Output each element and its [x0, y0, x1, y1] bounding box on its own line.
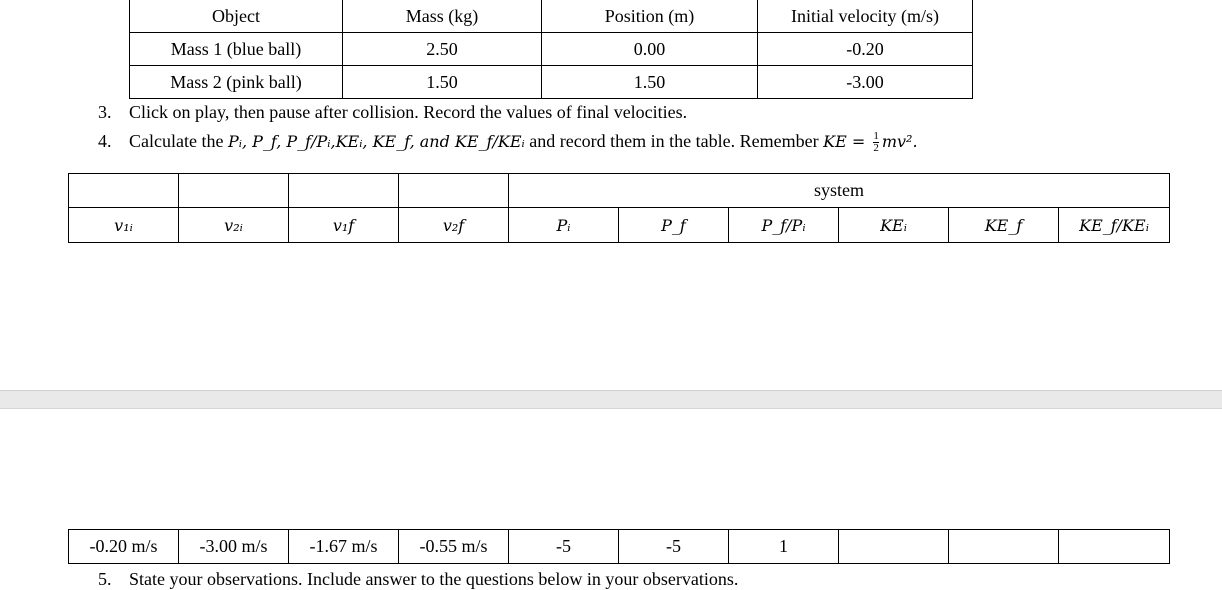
header-object: Object — [130, 0, 343, 33]
empty-header-cell — [399, 174, 509, 208]
cell-mass: 2.50 — [343, 33, 542, 66]
instruction-step-4 — [98, 131, 918, 154]
results-values-table — [68, 529, 1170, 564]
cell-object: Mass 1 (blue ball) — [130, 33, 343, 66]
table-header-row — [69, 208, 1170, 243]
empty-header-cell — [289, 174, 399, 208]
results-header-table — [68, 173, 1170, 243]
cell-v2i: -3.00 m/s — [179, 530, 289, 564]
cell-pf-over-pi: 1 — [729, 530, 839, 564]
step-number: 3. — [98, 102, 112, 122]
header-v2f: v₂f — [399, 208, 509, 243]
header-mass: Mass (kg) — [343, 0, 542, 33]
cell-object: Mass 2 (pink ball) — [130, 66, 343, 99]
cell-v1f: -1.67 m/s — [289, 530, 399, 564]
empty-header-cell — [69, 174, 179, 208]
step-text-mid: and record them in the table. Remember — [524, 131, 824, 151]
system-group-header: system — [509, 174, 1170, 208]
table-header-row — [130, 0, 973, 33]
step-text: State your observations. Include answer to the questions below in your observations. — [129, 569, 739, 589]
cell-velocity: -3.00 — [758, 66, 973, 99]
page-break-gap — [0, 390, 1222, 409]
cell-v2f: -0.55 m/s — [399, 530, 509, 564]
fraction-numerator: 1 — [873, 130, 879, 143]
ke-label: KE = — [823, 132, 871, 151]
step-text-prefix: Calculate the — [129, 131, 228, 151]
header-kef-over-kei: KE_f/KEᵢ — [1059, 208, 1170, 243]
table-row — [69, 530, 1170, 564]
table-row — [130, 33, 973, 66]
instruction-step-3 — [98, 102, 687, 123]
quantities-formula: Pᵢ, P_f, P_f/Pᵢ,KEᵢ, KE_f, and KE_f/KEᵢ — [227, 132, 525, 151]
header-kef: KE_f — [949, 208, 1059, 243]
cell-kef-over-kei — [1059, 530, 1170, 564]
cell-position: 0.00 — [542, 33, 758, 66]
cell-velocity: -0.20 — [758, 33, 973, 66]
one-half-fraction — [873, 131, 879, 154]
header-v1f: v₁f — [289, 208, 399, 243]
document-page-bottom — [0, 409, 1222, 589]
cell-kei — [839, 530, 949, 564]
header-pf: P_f — [619, 208, 729, 243]
cell-pf: -5 — [619, 530, 729, 564]
empty-header-cell — [179, 174, 289, 208]
ke-formula-tail: mv². — [881, 132, 918, 151]
table-group-row — [69, 174, 1170, 208]
header-position: Position (m) — [542, 0, 758, 33]
cell-position: 1.50 — [542, 66, 758, 99]
header-kei: KEᵢ — [839, 208, 949, 243]
header-pf-over-pi: P_f/Pᵢ — [729, 208, 839, 243]
cell-v1i: -0.20 m/s — [69, 530, 179, 564]
header-v1i: v₁ᵢ — [69, 208, 179, 243]
header-pi: Pᵢ — [509, 208, 619, 243]
header-v2i: v₂ᵢ — [179, 208, 289, 243]
step-number: 4. — [98, 131, 112, 151]
initial-conditions-table — [129, 0, 973, 99]
step-text: Click on play, then pause after collision. Record the values of final velocities. — [129, 102, 688, 122]
table-row — [130, 66, 973, 99]
cell-kef — [949, 530, 1059, 564]
cell-mass: 1.50 — [343, 66, 542, 99]
cell-pi: -5 — [509, 530, 619, 564]
step-number: 5. — [98, 569, 112, 589]
instruction-step-5 — [98, 569, 738, 590]
header-initial-velocity: Initial velocity (m/s) — [758, 0, 973, 33]
fraction-denominator: 2 — [873, 142, 879, 155]
